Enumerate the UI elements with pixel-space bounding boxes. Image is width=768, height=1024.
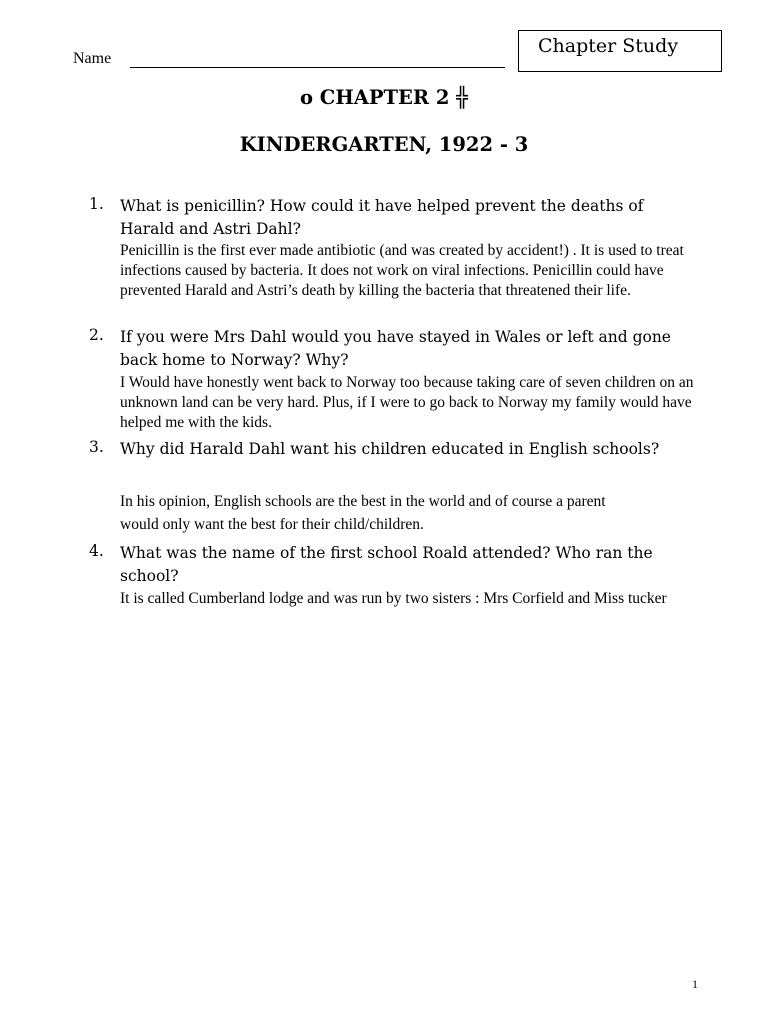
name-blank-line — [130, 67, 505, 68]
chapter-title: o CHAPTER 2 ╬ — [300, 86, 468, 109]
answer-text: It is called Cumberland lodge and was run by two sisters : Mrs Corfield and Miss tucker — [120, 590, 667, 607]
chapter-study-box: Chapter Study — [518, 30, 722, 72]
question-number: 1. — [89, 195, 104, 213]
answer-text: In his opinion, English schools are the best in the world and of course a parent would only want the best for their child/children. — [120, 493, 606, 533]
answer-text: I Would have honestly went back to Norway too because taking care of seven children on an unknown land can be very hard. Plus, if I were to go back to Norway my family would have helped me with the kids. — [120, 374, 694, 431]
question-number: 3. — [89, 438, 104, 456]
page-number: 1 — [692, 977, 698, 991]
question-text: What is penicillin? How could it have helped prevent the deaths of Harald and Astri Dahl? — [120, 197, 644, 238]
chapter-subtitle: KINDERGARTEN, 1922 - 3 — [239, 133, 529, 156]
question-text: What was the name of the first school Roald attended? Who ran the school? — [120, 544, 653, 585]
question-text: If you were Mrs Dahl would you have stayed in Wales or left and gone back home to Norway? Why? — [120, 328, 671, 369]
answer-text: Penicillin is the first ever made antibiotic (and was created by accident!) . It is used to treat infections caused by bacteria. It does not work on viral infections. Penicillin could have prevented Harald and Astri’s death by killing the bacteria that threatened their life. — [120, 242, 684, 299]
question-number: 4. — [89, 542, 104, 560]
name-label: Name — [73, 50, 112, 67]
question-text: Why did Harald Dahl want his children educated in English schools? — [120, 440, 660, 458]
question-number: 2. — [89, 326, 104, 344]
